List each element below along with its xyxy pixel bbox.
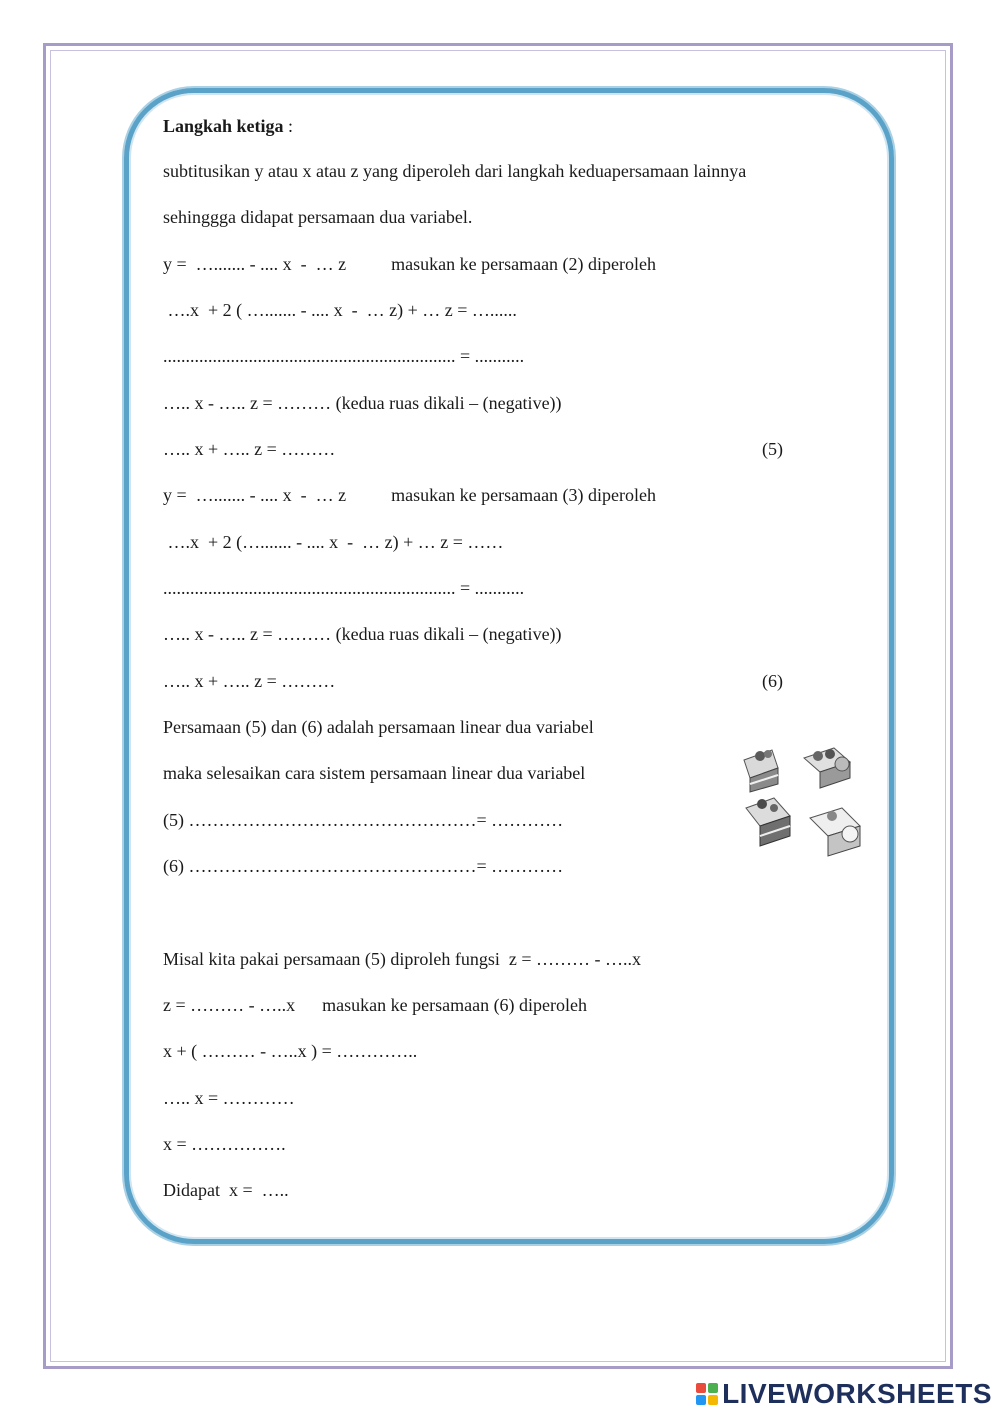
step-heading-title: Langkah ketiga <box>163 116 284 136</box>
cake-slice-icon <box>744 750 778 792</box>
text-line: ….. x - ….. z = ……… (kedua ruas dikali – (negative)) <box>163 393 562 413</box>
text-line: x = ……………. <box>163 1134 286 1154</box>
text-line: ….. x - ….. z = ……… (kedua ruas dikali – (negative)) <box>163 624 562 644</box>
text-line: ….. x = ………… <box>163 1088 295 1108</box>
cake-slice-icon <box>804 748 850 788</box>
text-line: (5) …………………………………………= ………… <box>163 810 564 830</box>
text-line: Didapat x = ….. <box>163 1180 289 1200</box>
text-line: ….x + 2 (…....... - .... x - … z) + … z = …… <box>163 532 504 552</box>
text-line: x + ( ……… - …..x ) = ………….. <box>163 1041 418 1061</box>
liveworksheets-logo-icon <box>696 1383 718 1405</box>
cake-slices-illustration <box>738 742 866 868</box>
text-line: subtitusikan y atau x atau z yang diperoleh dari langkah keduapersamaan lainnya <box>163 161 747 181</box>
text-line: (6) …………………………………………= ………… <box>163 856 564 876</box>
text-line: ................................................................. = ........... <box>163 578 525 598</box>
text-line: maka selesaikan cara sistem persamaan linear dua variabel <box>163 763 586 783</box>
text-line: ….. x + ….. z = ……… <box>163 671 336 691</box>
step-heading-colon: : <box>283 116 294 136</box>
text-line: ….. x + ….. z = ……… <box>163 439 336 459</box>
liveworksheets-logo <box>696 1378 992 1410</box>
text-line: ….x + 2 ( …....... - .... x - … z) + … z = …...... <box>163 300 517 320</box>
text-line: ................................................................. = ........... <box>163 346 525 366</box>
equation-number-6: (6) <box>762 671 783 691</box>
text-line: sehinggga didapat persamaan dua variabel. <box>163 207 473 227</box>
text-line: Persamaan (5) dan (6) adalah persamaan linear dua variabel <box>163 717 594 737</box>
step-heading <box>163 115 293 137</box>
text-line: y = …....... - .... x - … z masukan ke persamaan (3) diperoleh <box>163 485 657 505</box>
liveworksheets-wordmark: LIVEWORKSHEETS <box>722 1378 992 1409</box>
text-line: z = ……… - …..x masukan ke persamaan (6) diperoleh <box>163 995 588 1015</box>
cake-slice-icon <box>746 798 790 846</box>
equation-number-5: (5) <box>762 439 783 459</box>
cake-slice-icon <box>810 808 860 856</box>
text-line: Misal kita pakai persamaan (5) diproleh fungsi z = ……… - …..x <box>163 949 642 969</box>
text-line: y = …....... - .... x - … z masukan ke persamaan (2) diperoleh <box>163 254 657 274</box>
